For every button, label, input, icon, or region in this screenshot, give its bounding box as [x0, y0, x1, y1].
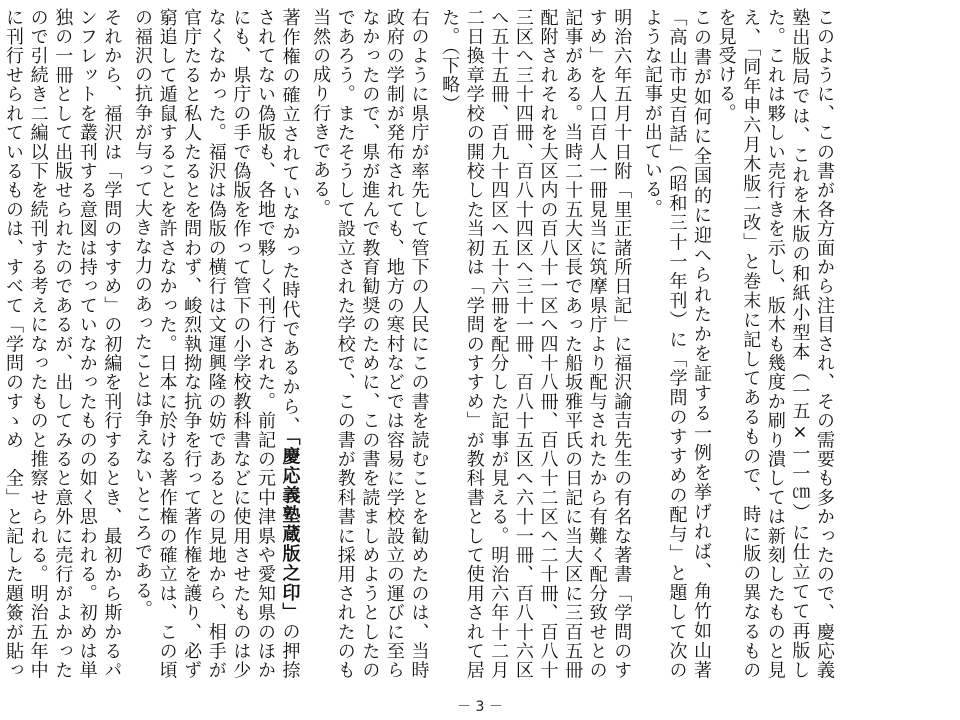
- text-run: の押捺されてない偽版も、各地で夥しく刊行された。前記の元中津県や愛知県のほかにも、県庁の手で偽版を作って管下の小学校教科書などに使用させたものは少なくなかった。福沢は偽版の横行は文運興隆の妨であるとの見地から、相手が官庁たると私人たるとを問わず、峻烈執拗な抗争を行って著作権を護り、必ず窮追して遁鼠することを許さなかった。日本に於ける著作権の確立は、この頃の福沢の抗争が与って大きな力のあったことは争えないところである。: [131, 8, 301, 680]
- paragraph: [639, 8, 713, 680]
- bold-text-run: 「慶応義塾蔵版之印」: [279, 436, 301, 622]
- vertical-text-body: [3, 8, 836, 680]
- text-run: このように、この書が各方面から注目され、その需要も多かったので、慶応義塾出版局では、これを木版の和紙小型本（一五×一一㎝）に仕立てて再版した。これは夥しい売行きを示し、版木も幾度か刷り潰しては新刻したものと見え、「同年申六月木版二改」と巻末に記してあるもので、時に版の異なるものを見受ける。: [715, 8, 835, 680]
- text-run: 右のように県庁が率先して管下の人民にこの書を読むことを勧めたのは、当時政府の学制が発布されても、地方の寒村などでは容易に学校設立の運びに至らなかったので、県が進んで教育勧奨のために、この書を読ましめようとしたのであろう。またそうして設立された学校で、この書が教科書に採用されたのも当然の成り行きである。: [310, 8, 430, 680]
- text-run: 明治六年五月十日附「里正諸所日記」に福沢諭吉先生の有名な著書「学問のすすめ」を人口百人一冊見当に筑摩県庁より配与されたから有難く配分致せとの記事がある。当時二十五大区長であった船坂雅平氏の日記に当大区に三百五冊配附されそれを大区内の百八十一区へ四十八冊、百八十二区へ二十冊、百八十三区へ三十四冊、百八十四区へ三十一冊、百八十五区へ六十一冊、百八十六区へ五十五冊、百九十四区へ五十六冊を配分した記事が見える。明治六年十二月二日換章学校の開校した当初は「学問のすすめ」が教科書として使用されて居た。（下略）: [439, 8, 633, 680]
- text-run: それから、福沢は「学問のすすめ」の初編を刊行するとき、最初から斯かるパンフレットを叢刊する意図は持っていなかったものの如く思われる。初めは単独の一冊として出版せられたのであるが、出してみると意外に売行がよかったので引続き二編以下を続刊する考えになったものと推察せられる。明治五年中に刊行せられているものは、すべて「学問のすゝめ 全」と記した題簽が貼っ: [3, 8, 123, 680]
- text-run: 著作権の確立されていなかった時代であるから、: [279, 8, 301, 437]
- page-number: － 3 －: [457, 699, 503, 715]
- paragraph: [308, 8, 431, 680]
- paragraph: [129, 8, 301, 680]
- paragraph: [437, 8, 634, 680]
- paragraph: [713, 8, 836, 680]
- paragraph: [0, 8, 123, 680]
- text-run: この書が如何に全国的に迎へられたかを証する一例を挙げれば、角竹如山著「高山市史百話」（昭和三十一年刊）に「学問のすすめの配与」と題して次のような記事が出ている。: [641, 8, 713, 680]
